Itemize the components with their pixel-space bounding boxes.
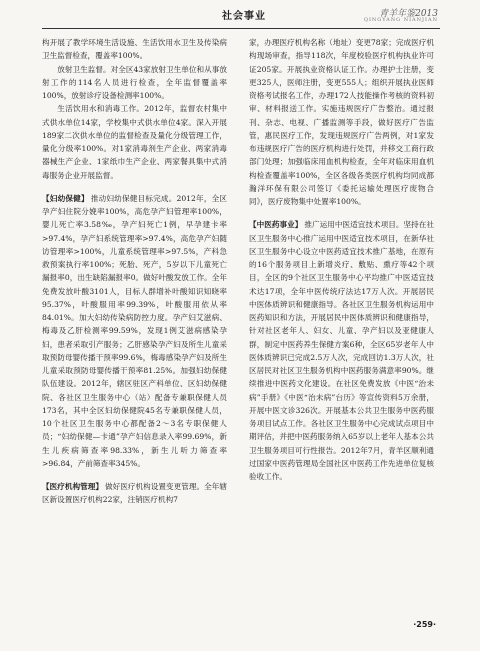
paragraph-maternal-child-health: [42, 192, 227, 470]
heading-tcm: 【中医药事业】: [249, 220, 303, 230]
body-maternal-child-health: 推动妇幼保健目标完成。2012年，全区孕产妇住院分娩率100%，高危孕产妇管理率100%，婴儿死亡率3.58‰，孕产妇死亡1例，早孕建卡率>97.4%，孕产妇系统管理率>97.4%，高危孕产妇随访管理率>100%，儿童系统管理率>97.5%，产科急救预案执行率100%；死胎、死产，5岁以下儿童死亡漏报率0，出生缺陷漏报率0。做好叶酸发放工作。全年免费发放叶酸3101人，目标人群增补叶酸知识知晓率95.37%，叶酸服用率99.39%，叶酸服用依从率84.01%。加大妇幼传染病防控力度。孕产妇艾滋病、梅毒及乙肝检测率99.59%，发现1例艾滋病感染孕妇，患者采取引产服务；乙肝感染孕产妇及所生儿童采取预防母婴传播干预率99.6%，梅毒感染孕产妇及所生儿童采取预防母婴传播干预率81.25%。加强妇幼保健队伍建设。2012年，辖区驻区产科单位、区妇幼保健院、各社区卫生服务中心（站）配备专兼职保健人员173名，其中全区妇幼保健院45名专兼职保健人员，10个社区卫生服务中心都配备2～3名专职保健人员；“妇幼保健—卡通”孕产妇信息录入率99.69%，新生儿疾病筛查率98.33%，新生儿听力筛查率>96.84，产前筛查率345%。: [42, 193, 227, 468]
paragraph-tcm: [249, 218, 434, 483]
body-tcm: 推广运用中医适宜技术项目。坚持在社区卫生服务中心推广运用中医适宜技术项目，在新华社区卫生服务中心设立中医药适宜技术推广基地，在原有的16个服务项目上新增炎疗、敷贴、熏疗等42个项目，全区的9个社区卫生服务中心平均推广中医适宜技术达17项，全年中医传统疗法达17万人次。开展居民中医体质辨识和健康指导。各社区卫生服务机构运用中医药知识和方法，开展居民中医体质辨识和健康指导，针对社区老年人、妇女、儿童、孕产妇以及亚健康人群，制定中医药养生保健方案6种，全区65岁老年人中医体质辨识已完成2.5万人次，完成回访1.3万人次，社区居民对社区卫生服务机构中医药服务满意率90%。继续推进中医药文化建设。在社区免费发放《中医“治未病”手册》《中医“治未病”台历》等宣传资料5万余册，开展中医文诊326次。开展基本公共卫生服务中医药服务项目试点工作。各社区卫生服务中心完成试点项目中期评估，并把中医药服务纳入65岁以上老年人基本公共卫生服务项目可行性报告。2012年7月，青羊区顺利通过国家中医药管理局全国社区中医药工作先进单位复核验收工作。: [249, 220, 435, 481]
heading-maternal-child-health: 【妇幼保健】: [42, 193, 89, 203]
heading-medical-institution-management: 【医疗机构管理】: [42, 482, 104, 491]
paragraph-radiation-supervision: 放射卫生监督。对全区43家放射卫生单位和从事放射工作的114名人员进行检查，全年监督覆盖率100%，放射诊疗设备检测率100%。: [42, 64, 227, 100]
paragraph-water-disinfection: 生活饮用水和消毒工作。2012年，监督农村集中式供水单位14家，学校集中式供水单位4家。深入开展189家二次供水单位的监督检查及量化分级管理工作，量化分级率100%。对1家消毒剂生产企业、两家消毒器械生产企业、1家纸巾生产企业、两家餐具集中式消毒服务企业开展监督。: [42, 104, 227, 180]
yearbook-brand-pinyin: QINGYANG NIANJIAN: [363, 17, 438, 23]
paragraph-medical-institution-management: [42, 480, 227, 507]
section-title: 社会事业: [222, 11, 266, 22]
header-rule: [42, 28, 440, 29]
page-number: ·259·: [413, 620, 436, 629]
right-column: [249, 36, 434, 483]
paragraph-medical-management-continued: 家，办理医疗机构名称（地址）变更78家；完成医疗机构现场审查，指导118次，年度校验医疗机构执业许可证205家。开展执业资格认证工作。办理护士注册，变更325人，医师注册，变更555人；组织开展执业医师资格考试报名工作，办理172人技能操作考核的资料初审、材料报送工作。实施违规医疗广告整治。通过报刊、杂志、电视、广播监测等手段，做好医疗广告监管，惠民医疗工作，发现违规医疗广告两例，对1家发布违规医疗广告的医疗机构进行处罚，并移交工商行政部门处理；加强临床用血机构检查，全年对临床用血机构检查覆盖率100%，全区各级各类医疗机构均同成都瀚洋环保有限公司签订《委托运输处理医疗废物合同》，医疗废物集中处置率100%。: [249, 38, 434, 206]
body-medical-institution-management: 做好医疗机构设置变更管理。全年辖区新设置医疗机构22家，注销医疗机构7: [42, 482, 228, 505]
yearbook-brand: 青羊年鉴2013: [379, 9, 438, 19]
page-header: [0, 0, 480, 26]
paragraph-continued: 构开展了教学环境生活设施、生活饮用水卫生及传染病卫生监督检查，覆盖率100%。: [42, 38, 227, 61]
left-column: [42, 36, 227, 507]
